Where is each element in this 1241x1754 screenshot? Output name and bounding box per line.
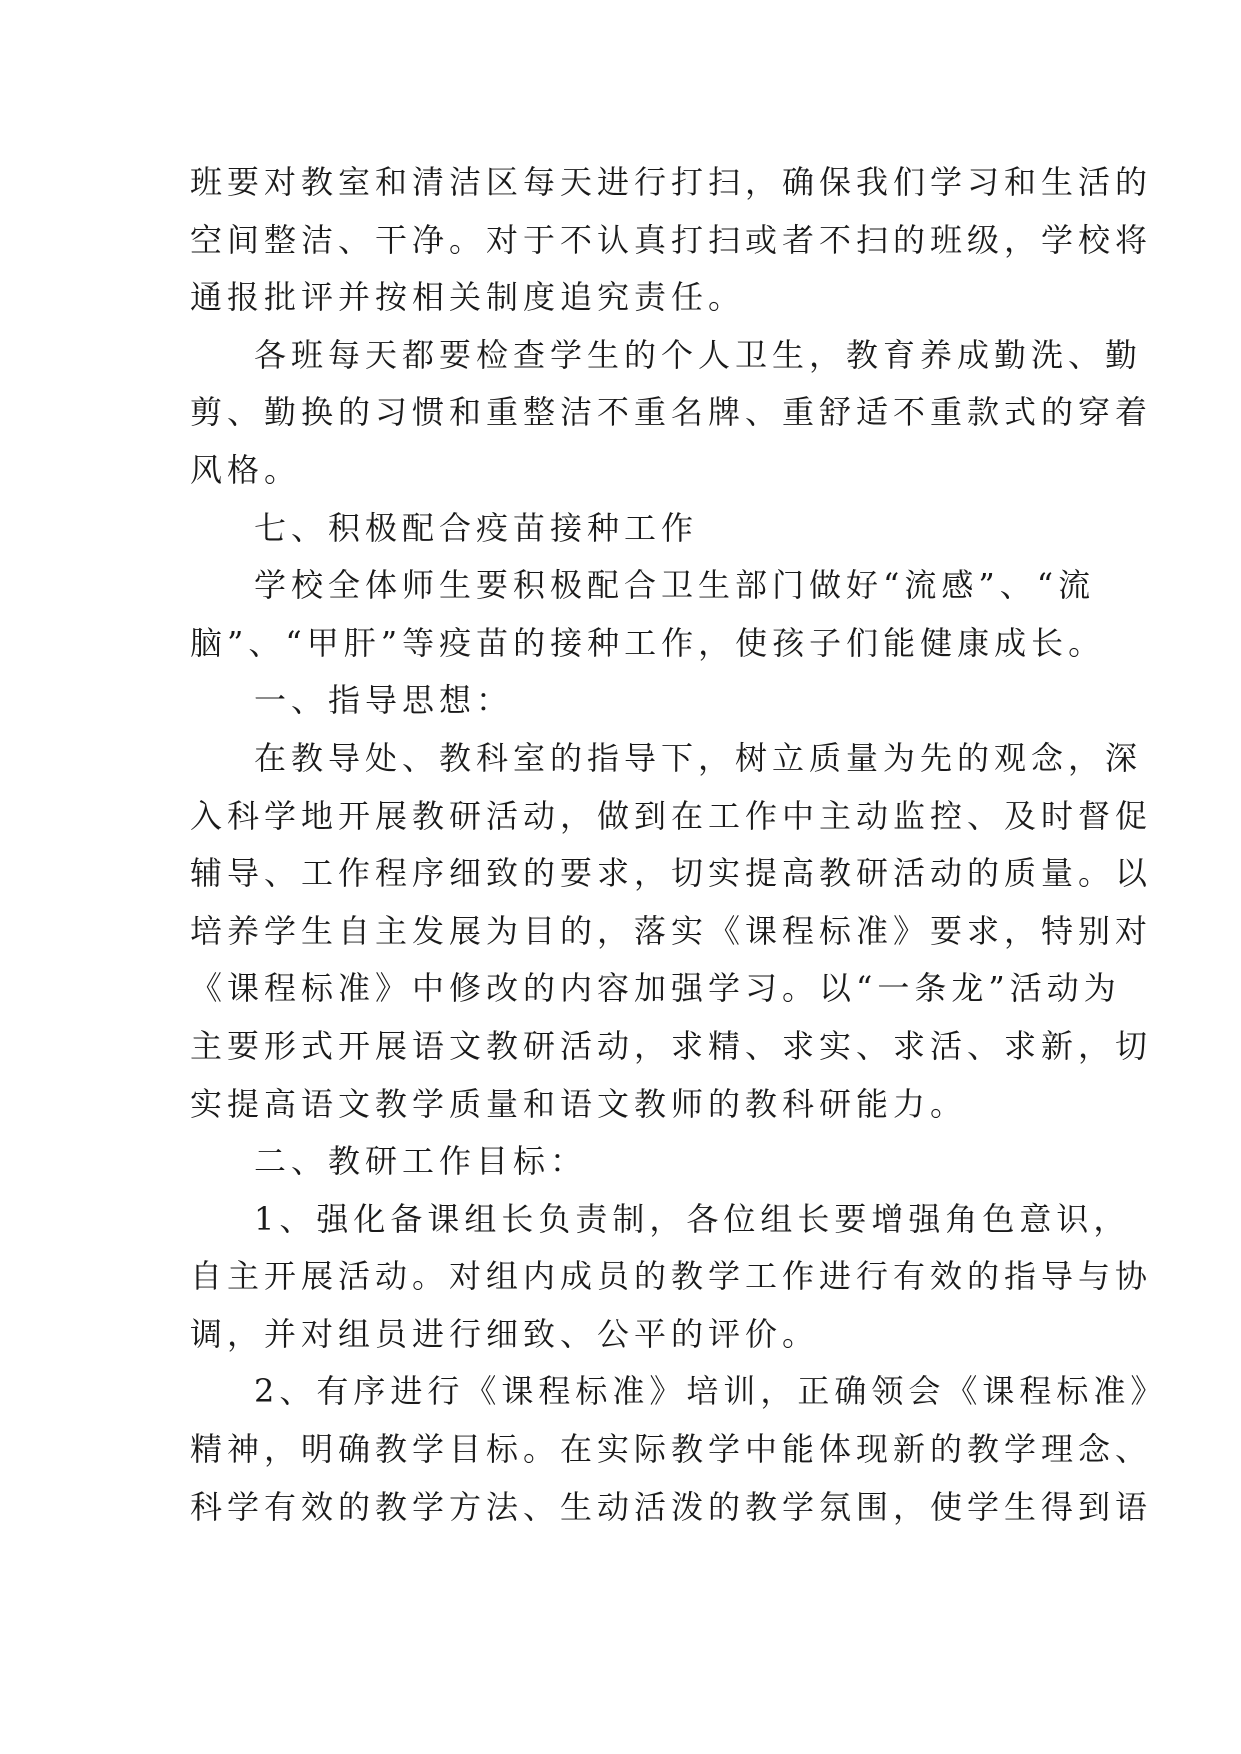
document-body [190,154,1168,1536]
section-heading: 七、积极配合疫苗接种工作 [254,508,699,547]
section-heading: 一、指导思想： [254,681,514,720]
text-line: 自主开展活动。对组内成员的教学工作进行有效的指导与协 [190,1257,1153,1296]
text-line: 2、有序进行《课程标准》培训，正确领会《课程标准》 [254,1372,1168,1411]
text-line: 1、强化备课组长负责制，各位组长要增强角色意识， [254,1199,1131,1238]
text-line: 剪、勤换的习惯和重整洁不重名牌、重舒适不重款式的穿着 [190,393,1153,432]
text-line: 调，并对组员进行细致、公平的评价。 [190,1314,820,1353]
text-line: 科学有效的教学方法、生动活泼的教学氛围，使学生得到语 [190,1487,1153,1526]
text-line: 脑”、“甲肝”等疫苗的接种工作，使孩子们能健康成长。 [190,623,1106,662]
text-line: 风格。 [190,450,302,489]
text-line: 培养学生自主发展为目的，落实《课程标准》要求，特别对 [190,911,1153,950]
text-line: 各班每天都要检查学生的个人卫生，教育养成勤洗、勤 [254,335,1143,374]
text-line: 《课程标准》中修改的内容加强学习。以“一条龙”活动为 [190,969,1121,1008]
text-line: 精神，明确教学目标。在实际教学中能体现新的教学理念、 [190,1430,1153,1469]
text-line: 实提高语文教学质量和语文教师的教科研能力。 [190,1084,968,1123]
text-line: 主要形式开展语文教研活动，求精、求实、求活、求新，切 [190,1026,1153,1065]
text-line: 辅导、工作程序细致的要求，切实提高教研活动的质量。以 [190,854,1153,893]
text-line: 空间整洁、干净。对于不认真打扫或者不扫的班级，学校将 [190,220,1153,259]
text-line: 在教导处、教科室的指导下，树立质量为先的观念，深 [254,738,1143,777]
text-line: 班要对教室和清洁区每天进行打扫，确保我们学习和生活的 [190,163,1153,201]
text-line: 入科学地开展教研活动，做到在工作中主动监控、及时督促 [190,796,1153,835]
text-line: 学校全体师生要积极配合卫生部门做好“流感”、“流 [254,566,1096,605]
text-line: 通报批评并按相关制度追究责任。 [190,278,746,317]
section-heading: 二、教研工作目标： [254,1142,588,1181]
